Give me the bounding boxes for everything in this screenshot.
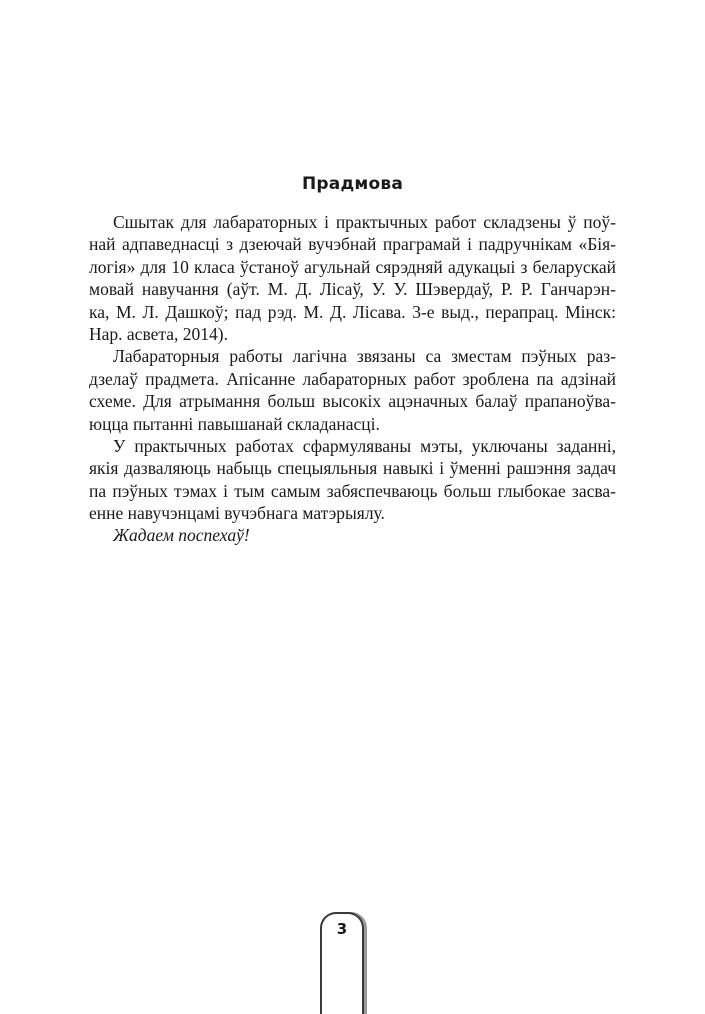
paragraph-1-line-1: Сшытак для лабараторных і практычных работ складзены ў поў- [113,212,616,232]
paragraph-2-line-2: дзелаў прадмета. Апісанне лабараторных работ зроблена па адзінай [89,368,616,389]
paragraph-1-line-6: Нар. асвета, 2014). [89,323,228,344]
paragraph-1-line-2: най адпаведнасці з дзеючай вучэбнай праграмай і падручнікам «Бія- [89,234,616,255]
paragraph-1-line-4: мовай навучання (аўт. М. Д. Лісаў, У. У. Шэвердаў, Р. Р. Ганчарэн- [89,279,616,300]
paragraph-2-line-3: схеме. Для атрымання больш высокіх ацэначных балаў прапаноўва- [89,391,616,412]
page-number-tab [320,912,364,1014]
closing-wish: Жадаем поспехаў! [113,525,250,546]
paragraph-2-line-1: Лабараторныя работы лагічна звязаны са зместам пэўных раз- [113,346,616,367]
page-number: 3 [336,920,348,938]
paragraph-2-line-4: юцца пытанні павышанай складанасці. [89,413,380,434]
paragraph-3-line-3: па пэўных тэмах і тым самым забяспечваюць больш глыбокае засва- [89,480,616,501]
paragraph-1-line-3: логія» для 10 класа ўстаноў агульнай сярэдняй адукацыі з беларускай [89,256,616,277]
page-title: Прадмова [301,174,403,194]
paragraph-3-line-4: енне навучэнцамі вучэбнага матэрыялу. [89,503,385,524]
paragraph-3-line-2: якія дазваляюць набыць спецыяльныя навыкі і ўменні рашэння задач [89,458,616,479]
paragraph-3-line-1: У практычных работах сфармуляваны мэты, уключаны заданні, [113,435,616,456]
body-text [89,211,616,547]
paragraph-1-line-5: ка, М. Л. Дашкоў; пад рэд. М. Д. Лісава. 3-е выд., перапрац. Мінск: [89,301,616,322]
